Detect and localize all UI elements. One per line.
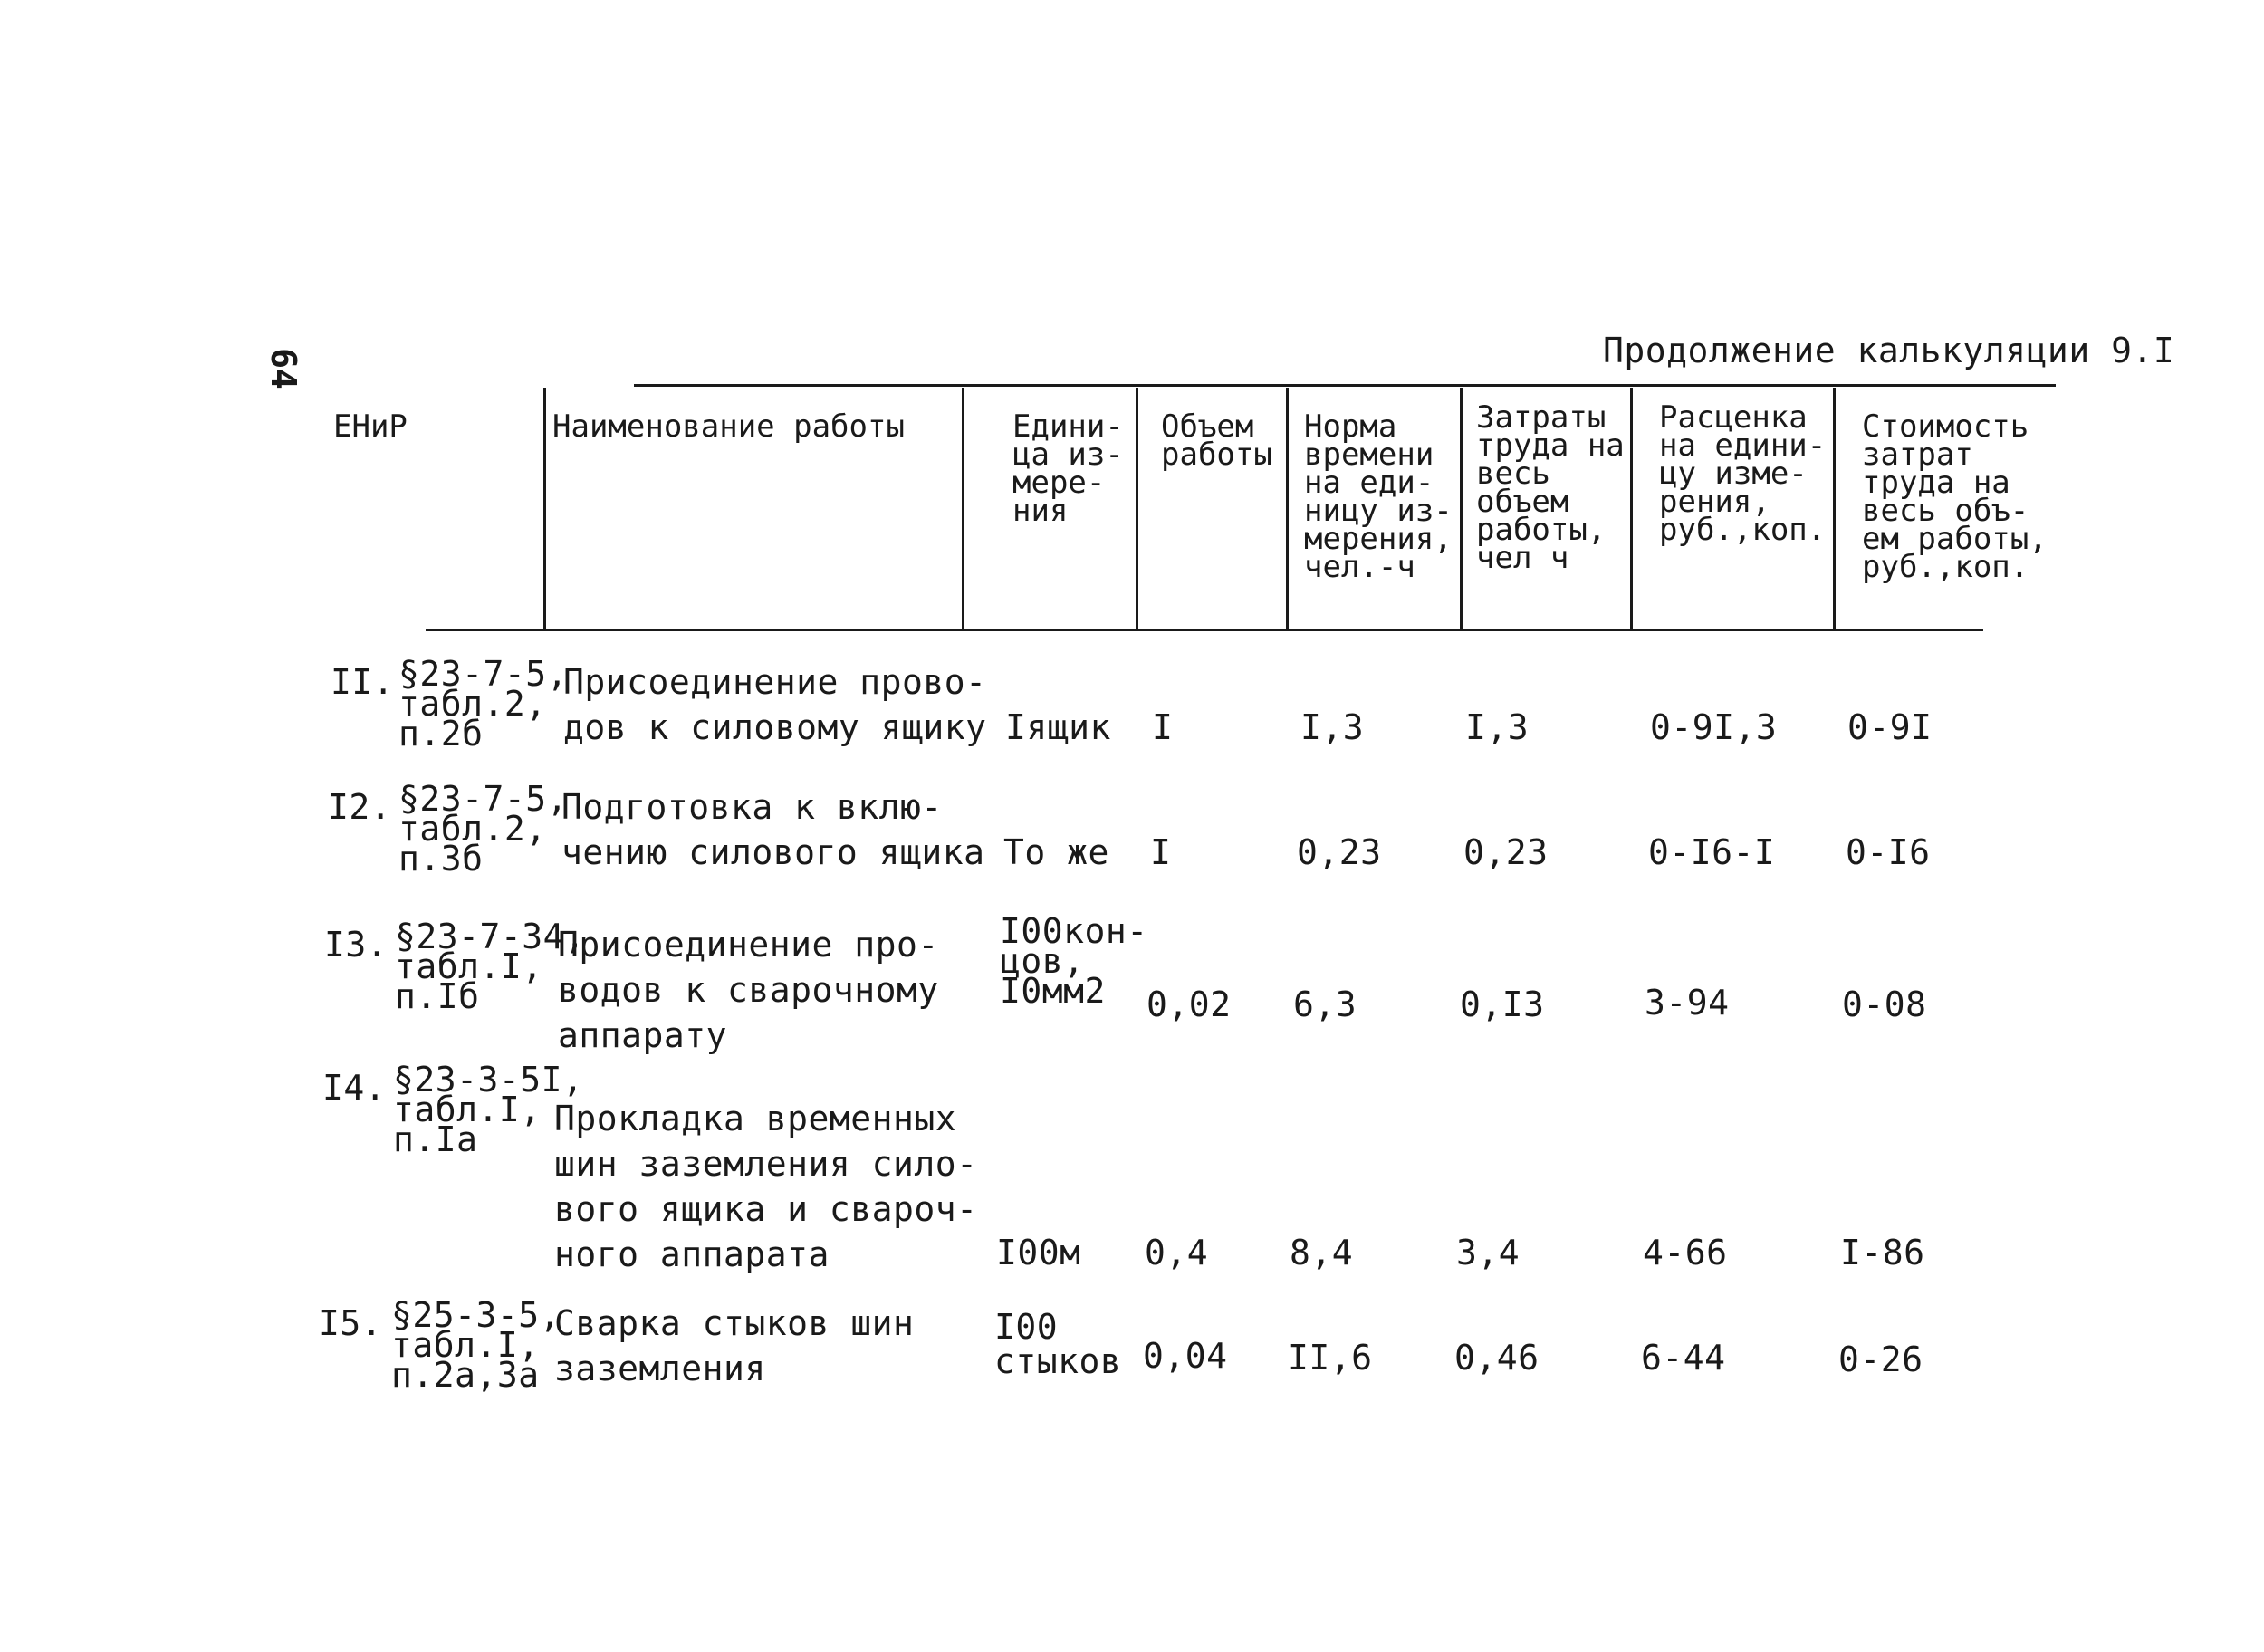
row-cost: 0-26: [1838, 1340, 1923, 1379]
header-unit: Едини- ца из- мере- ния: [1012, 408, 1124, 529]
row-unit: Iящик: [1005, 707, 1111, 747]
row-number: I5.: [319, 1303, 383, 1343]
header-labor: Затраты труда на весь объем работы, чел ч: [1476, 399, 1625, 576]
row-price: 0-9I,3: [1650, 707, 1778, 747]
column-divider-4: [1286, 388, 1289, 629]
row-unit: I00м: [996, 1233, 1081, 1273]
row-norm: 0,23: [1297, 832, 1382, 872]
row-labor: 0,I3: [1460, 984, 1545, 1024]
column-divider-1: [543, 388, 546, 629]
column-divider-3: [1136, 388, 1138, 629]
row-number: II.: [331, 662, 395, 702]
row-volume: I: [1152, 707, 1174, 747]
row-unit: I00кон- цов, I0мм2: [1000, 911, 1148, 1011]
column-divider-7: [1833, 388, 1836, 629]
row-labor: 0,46: [1454, 1338, 1540, 1378]
row-norm: 8,4: [1290, 1233, 1354, 1273]
header-name: Наименование работы: [552, 408, 905, 445]
row-cost: 0-08: [1842, 984, 1927, 1024]
continuation-title: Продолжение калькуляции 9.I: [1603, 331, 2175, 370]
row-price: 4-66: [1643, 1233, 1728, 1273]
row-norm: I,3: [1300, 707, 1365, 747]
row-price: 6-44: [1641, 1338, 1726, 1378]
column-divider-5: [1460, 388, 1463, 629]
column-divider-6: [1630, 388, 1633, 629]
row-unit: То же: [1003, 832, 1109, 872]
header-volume: Объем работы: [1161, 408, 1272, 473]
row-enir-ref: §25-3-5, табл.I, п.2а,3а: [391, 1295, 561, 1395]
row-work-name: Подготовка к вклю- чению силового ящика: [561, 787, 985, 872]
row-work-name: Присоединение про- водов к сварочному аппарату: [558, 925, 939, 1055]
row-volume: I: [1150, 832, 1172, 872]
header-cost: Стоимость затрат труда на весь объ- ем работы, руб.,коп.: [1862, 408, 2048, 585]
row-enir-ref: §23-7-5, табл.2, п.2б: [398, 654, 569, 754]
row-cost: I-86: [1840, 1233, 1925, 1273]
row-work-name: Прокладка временных шин заземления сило- вого ящика и свароч- ного аппарата: [554, 1099, 978, 1274]
row-number: I4.: [322, 1068, 387, 1108]
row-norm: II,6: [1288, 1338, 1373, 1378]
row-enir-ref: §23-3-5I, табл.I, п.Iа: [393, 1060, 584, 1159]
row-labor: 0,23: [1463, 832, 1549, 872]
row-unit: I00 стыков: [994, 1307, 1122, 1381]
header-norm: Норма времени на еди- ницу из- мерения, чел.-ч: [1304, 408, 1453, 585]
row-number: I3.: [324, 925, 389, 965]
column-divider-2: [962, 388, 964, 629]
row-price: 3-94: [1645, 983, 1730, 1023]
header-bottom-rule: [426, 629, 1983, 631]
header-enir: ЕНиР: [333, 408, 408, 445]
page-number: 64: [263, 348, 303, 389]
row-price: 0-I6-I: [1648, 832, 1776, 872]
header-price: Расценка на едини- цу изме- рения, руб.,коп.: [1659, 399, 1827, 548]
row-volume: 0,02: [1146, 984, 1232, 1024]
row-cost: 0-9I: [1847, 707, 1933, 747]
row-enir-ref: §23-7-5, табл.2, п.3б: [398, 779, 569, 879]
row-work-name: Присоединение прово- дов к силовому ящику: [563, 662, 987, 747]
row-labor: I,3: [1465, 707, 1530, 747]
row-cost: 0-I6: [1846, 832, 1931, 872]
row-work-name: Сварка стыков шин заземления: [554, 1303, 915, 1388]
header-top-rule: [634, 384, 2056, 387]
row-norm: 6,3: [1293, 984, 1357, 1024]
row-number: I2.: [328, 787, 392, 827]
row-volume: 0,04: [1143, 1336, 1228, 1376]
row-volume: 0,4: [1145, 1233, 1209, 1273]
row-enir-ref: §23-7-34, табл.I, п.Iб: [395, 917, 586, 1016]
row-labor: 3,4: [1456, 1233, 1521, 1273]
